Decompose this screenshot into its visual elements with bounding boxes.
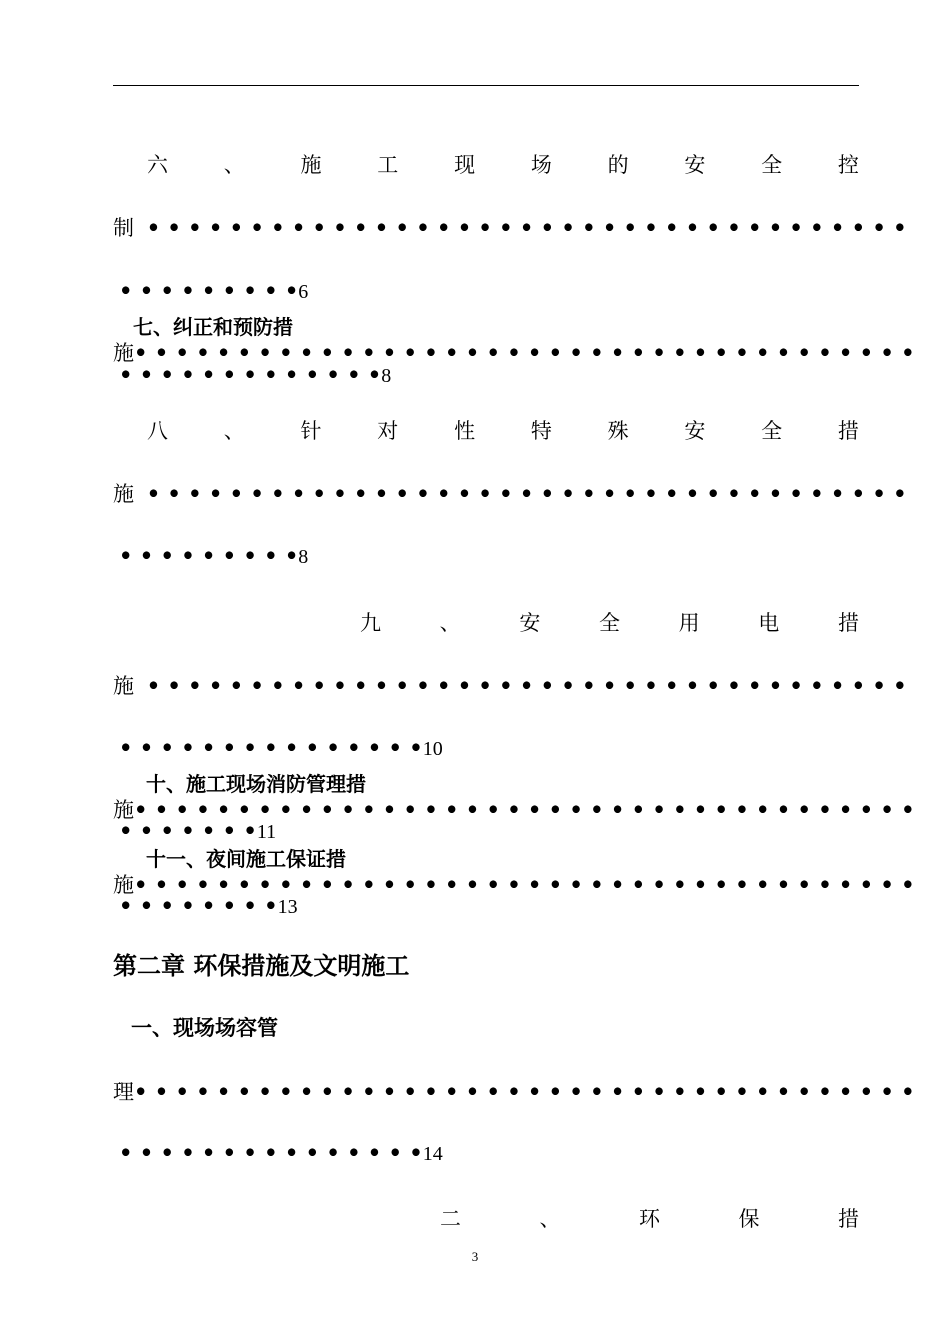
dot-leader: • • • • • • • • • • • • • • • • • • • • • • • • • • • • • • • • • • • • • • <box>134 872 915 897</box>
toc-char: 八 <box>147 419 168 443</box>
toc-tail: 施 <box>113 798 134 822</box>
toc-item-7-title[interactable]: 七、纠正和预防措 <box>133 315 293 339</box>
toc-item-7-page-line <box>113 362 859 392</box>
toc-item-8-page-line <box>113 543 859 573</box>
toc-tail: 制 <box>113 216 134 240</box>
toc-char: 对 <box>377 419 399 443</box>
toc-char: 电 <box>758 611 780 635</box>
toc-char: 安 <box>684 153 706 177</box>
chapter-2-heading[interactable]: 第二章 环保措施及文明施工 <box>113 951 410 980</box>
toc-item-9-leader <box>113 670 907 700</box>
toc-tail: 施 <box>113 674 134 698</box>
toc-item-11-title[interactable]: 十一、夜间施工保证措 <box>146 847 346 871</box>
page-number: 3 <box>471 1249 479 1264</box>
toc-page-number: 13 <box>277 896 298 918</box>
toc-char: 措 <box>837 611 859 635</box>
toc-c2-item-1-leader <box>113 1076 915 1106</box>
toc-char: 安 <box>684 419 706 443</box>
toc-char: 环 <box>639 1207 660 1231</box>
toc-char: 全 <box>761 419 783 443</box>
dot-leader: • • • • • • • • • <box>119 543 299 568</box>
toc-char: 全 <box>598 611 620 635</box>
toc-char: 现 <box>454 153 476 177</box>
dot-leader: • • • • • • • • • • • • • • • • • • • • • • • • • • • • • • • • • • • • • • <box>134 797 915 822</box>
toc-tail: 施 <box>113 341 134 365</box>
toc-tail: 施 <box>113 482 134 506</box>
toc-char: 措 <box>838 1207 859 1231</box>
toc-item-9-page-line <box>113 735 859 765</box>
dot-leader: • • • • • • • • • • • • • • • • • • • • • • • • • • • • • • • • • • • • • <box>146 215 907 240</box>
dot-leader: • • • • • • • • • <box>119 278 299 303</box>
toc-char: 特 <box>530 419 552 443</box>
dot-leader: • • • • • • • • • • • • • <box>119 362 382 387</box>
toc-c2-item-1-page-line <box>113 1140 859 1170</box>
toc-tail: 施 <box>113 873 134 897</box>
toc-item-11-page-line <box>113 893 859 923</box>
toc-item-9-title[interactable] <box>360 607 859 637</box>
toc-char: 、 <box>223 419 245 443</box>
toc-item-6-title[interactable] <box>113 149 859 179</box>
toc-char: 的 <box>607 153 629 177</box>
dot-leader: • • • • • • • • • • • • • • • <box>119 1140 423 1165</box>
toc-page-number: 14 <box>422 1143 443 1165</box>
toc-item-6-leader <box>113 212 907 242</box>
header-rule <box>113 85 859 86</box>
toc-tail: 理 <box>113 1080 134 1104</box>
toc-char: 二 <box>440 1207 461 1231</box>
toc-char: 针 <box>300 419 322 443</box>
dot-leader: • • • • • • • • • • • • • • • • • • • • • • • • • • • • • • • • • • • • • • <box>134 1079 915 1104</box>
toc-char: 六 <box>147 153 168 177</box>
dot-leader: • • • • • • • <box>119 818 257 843</box>
toc-char: 性 <box>454 419 476 443</box>
toc-char: 、 <box>223 153 245 177</box>
toc-char: 、 <box>539 1207 561 1231</box>
toc-char: 殊 <box>607 419 629 443</box>
toc-item-6-page-line <box>113 278 859 308</box>
toc-c2-item-2-title[interactable] <box>440 1203 859 1233</box>
toc-char: 全 <box>761 153 783 177</box>
toc-item-10-title[interactable]: 十、施工现场消防管理措 <box>146 772 366 796</box>
toc-char: 保 <box>738 1207 760 1231</box>
dot-leader: • • • • • • • • <box>119 893 278 918</box>
dot-leader: • • • • • • • • • • • • • • • • • • • • • • • • • • • • • • • • • • • • • <box>146 481 907 506</box>
toc-char: 、 <box>439 611 461 635</box>
dot-leader: • • • • • • • • • • • • • • • • • • • • • • • • • • • • • • • • • • • • • • <box>134 340 915 365</box>
toc-c2-item-1-title[interactable]: 一、现场场容管 <box>131 1015 278 1040</box>
toc-char: 控 <box>837 153 859 177</box>
toc-page-number: 8 <box>381 365 392 387</box>
dot-leader: • • • • • • • • • • • • • • • • • • • • • • • • • • • • • • • • • • • • • <box>146 673 907 698</box>
toc-char: 安 <box>519 611 541 635</box>
toc-item-8-leader <box>113 478 907 508</box>
toc-char: 用 <box>678 611 700 635</box>
dot-leader: • • • • • • • • • • • • • • • <box>119 735 423 760</box>
toc-char: 场 <box>530 153 552 177</box>
toc-char: 施 <box>300 153 322 177</box>
toc-page-number: 8 <box>298 546 309 568</box>
toc-char: 九 <box>360 611 381 635</box>
toc-char: 措 <box>837 419 859 443</box>
toc-page-number: 11 <box>256 821 277 843</box>
toc-item-8-title[interactable] <box>113 415 859 445</box>
toc-page-number: 6 <box>298 281 309 303</box>
toc-char: 工 <box>377 153 399 177</box>
toc-page-number: 10 <box>422 738 443 760</box>
